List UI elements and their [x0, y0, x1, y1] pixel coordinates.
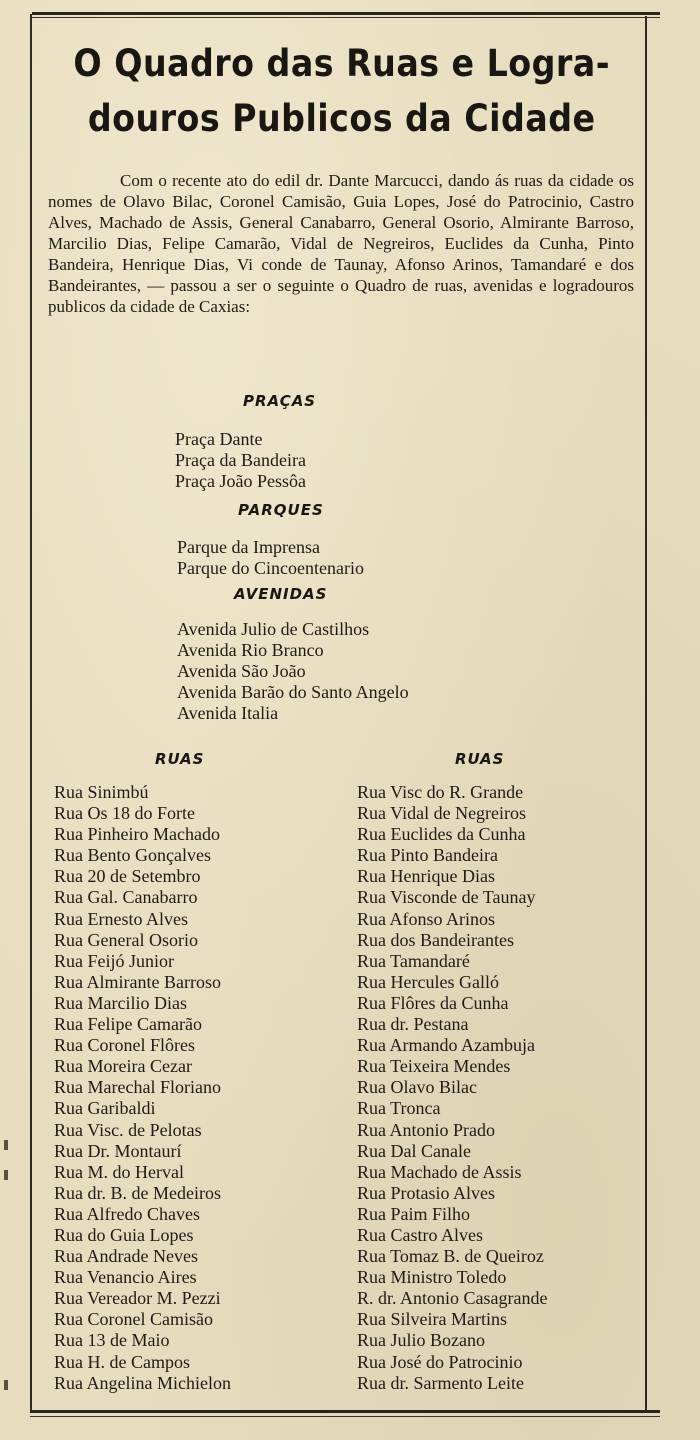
list-item: Rua Vidal de Negreiros: [357, 803, 527, 824]
list-item: Praça João Pessôa: [175, 471, 306, 491]
list-item: Rua Armando Azambuja: [357, 1035, 535, 1056]
list-item: Rua Garibaldi: [54, 1098, 156, 1119]
headline-line-2: douros Publicos da Cidade: [87, 97, 596, 140]
article-headline: [42, 36, 641, 146]
list-item: Rua Marcilio Dias: [54, 992, 187, 1013]
article-intro-paragraph: Com o recente ato do edil dr. Dante Marcucci, dando ás ruas da cidade os nomes de Olavo Bilac, Coronel Camisão, Guia Lopes, José do Patrocinio, Castro Alves, Machado de Assis, General Canabarro, General Osorio, Almirante Barroso, Marcilio Dias, Felipe Camarão, Vidal de Negreiros, Euclides da Cunha, Pinto Bandeira, Henrique Dias, Vi conde de Taunay, Afonso Arinos, Tamandaré e dos Bandeirantes, — passou a ser o seguinte o Quadro de ruas, avenidas e logradouros publicos da cidade de Caxias:: [48, 171, 634, 316]
margin-mark: [4, 1380, 8, 1390]
list-item: Avenida Barão do Santo Angelo: [177, 682, 409, 702]
left-column-rule: [30, 14, 32, 1412]
list-item: Rua José do Patrocinio: [357, 1351, 523, 1372]
list-item: Rua Alfredo Chaves: [54, 1203, 200, 1224]
list-item: Rua Bento Gonçalves: [54, 845, 211, 866]
list-item: Rua Antonio Prado: [357, 1119, 495, 1140]
list-item: Rua Afonso Arinos: [357, 908, 496, 929]
pracas-list: [175, 429, 306, 492]
headline-line-1: O Quadro das Ruas e Logra-: [73, 42, 610, 85]
list-item: Avenida Rio Branco: [177, 640, 324, 660]
ruas-right-list: [357, 782, 547, 1394]
section-heading-ruas-right: RUAS: [455, 750, 505, 768]
list-item: Rua Ministro Toledo: [357, 1267, 507, 1288]
list-item: Rua Ernesto Alves: [54, 908, 188, 929]
list-item: Rua Machado de Assis: [357, 1161, 522, 1182]
section-heading-avenidas: AVENIDAS: [234, 585, 328, 603]
list-item: Avenida Italia: [177, 703, 279, 723]
list-item: Rua M. do Herval: [54, 1161, 184, 1182]
list-item: Rua Coronel Flôres: [54, 1035, 195, 1056]
list-item: Rua Hercules Galló: [357, 971, 499, 992]
list-item: Rua Gal. Canabarro: [54, 887, 198, 908]
margin-mark: [4, 1170, 8, 1180]
list-item: Rua Teixeira Mendes: [357, 1056, 511, 1077]
list-item: Rua dos Bandeirantes: [357, 929, 514, 950]
list-item: Praça Dante: [175, 429, 263, 449]
bottom-border-rule: [30, 1410, 660, 1413]
section-heading-parques: PARQUES: [238, 501, 324, 519]
list-item: Parque da Imprensa: [177, 537, 320, 557]
list-item: Rua Felipe Camarão: [54, 1014, 202, 1035]
list-item: Praça da Bandeira: [175, 450, 306, 470]
list-item: Rua Olavo Bilac: [357, 1077, 477, 1098]
list-item: Rua Tronca: [357, 1098, 441, 1119]
section-heading-pracas: PRAÇAS: [243, 392, 317, 410]
list-item: Rua Visc do R. Grande: [357, 782, 524, 802]
list-item: Rua Pinheiro Machado: [54, 824, 220, 845]
list-item: Rua dr. Sarmento Leite: [357, 1372, 524, 1393]
list-item: Rua Flôres da Cunha: [357, 992, 509, 1013]
list-item: Rua Julio Bozano: [357, 1330, 485, 1351]
list-item: Rua dr. B. de Medeiros: [54, 1182, 221, 1203]
margin-mark: [4, 1140, 8, 1150]
list-item: Rua Feijó Junior: [54, 950, 174, 971]
list-item: Rua Paim Filho: [357, 1203, 471, 1224]
list-item: Rua Tamandaré: [357, 950, 470, 971]
list-item: Rua General Osorio: [54, 929, 198, 950]
list-item: Rua Tomaz B. de Queiroz: [357, 1246, 544, 1267]
list-item: Rua Coronel Camisão: [54, 1309, 213, 1330]
list-item: Rua Dr. Montaurí: [54, 1140, 182, 1161]
list-item: Rua Castro Alves: [357, 1224, 483, 1245]
list-item: Rua Euclides da Cunha: [357, 824, 526, 845]
section-heading-ruas-left: RUAS: [155, 750, 205, 768]
list-item: Rua Vereador M. Pezzi: [54, 1288, 221, 1309]
list-item: Rua Andrade Neves: [54, 1246, 198, 1267]
right-column-rule: [645, 16, 647, 1412]
list-item: Rua 20 de Setembro: [54, 866, 201, 887]
bottom-border-rule-thin: [30, 1416, 660, 1417]
list-item: Rua Marechal Floriano: [54, 1077, 221, 1098]
avenidas-list: [177, 619, 409, 724]
list-item: Rua Almirante Barroso: [54, 971, 221, 992]
list-item: Rua Pinto Bandeira: [357, 845, 498, 866]
list-item: Rua Silveira Martins: [357, 1309, 507, 1330]
list-item: Rua Venancio Aires: [54, 1267, 197, 1288]
list-item: Rua Dal Canale: [357, 1140, 471, 1161]
list-item: Rua Visc. de Pelotas: [54, 1119, 202, 1140]
list-item: Rua Angelina Michielon: [54, 1372, 231, 1393]
list-item: Rua Moreira Cezar: [54, 1056, 192, 1077]
list-item: Rua Visconde de Taunay: [357, 887, 536, 908]
top-border-rule-thin: [32, 17, 660, 18]
list-item: Avenida Julio de Castilhos: [177, 619, 370, 639]
list-item: Rua dr. Pestana: [357, 1014, 469, 1035]
top-border-rule: [32, 12, 660, 15]
list-item: Parque do Cincoentenario: [177, 558, 364, 578]
list-item: Rua Henrique Dias: [357, 866, 495, 887]
list-item: Rua Os 18 do Forte: [54, 803, 195, 824]
list-item: Rua 13 de Maio: [54, 1330, 170, 1351]
ruas-left-list: [54, 782, 231, 1394]
list-item: Avenida São João: [177, 661, 306, 681]
parques-list: [177, 537, 364, 579]
list-item: Rua do Guia Lopes: [54, 1224, 194, 1245]
list-item: Rua Sinimbú: [54, 782, 149, 802]
list-item: Rua H. de Campos: [54, 1351, 190, 1372]
list-item: R. dr. Antonio Casagrande: [357, 1288, 548, 1309]
list-item: Rua Protasio Alves: [357, 1182, 495, 1203]
